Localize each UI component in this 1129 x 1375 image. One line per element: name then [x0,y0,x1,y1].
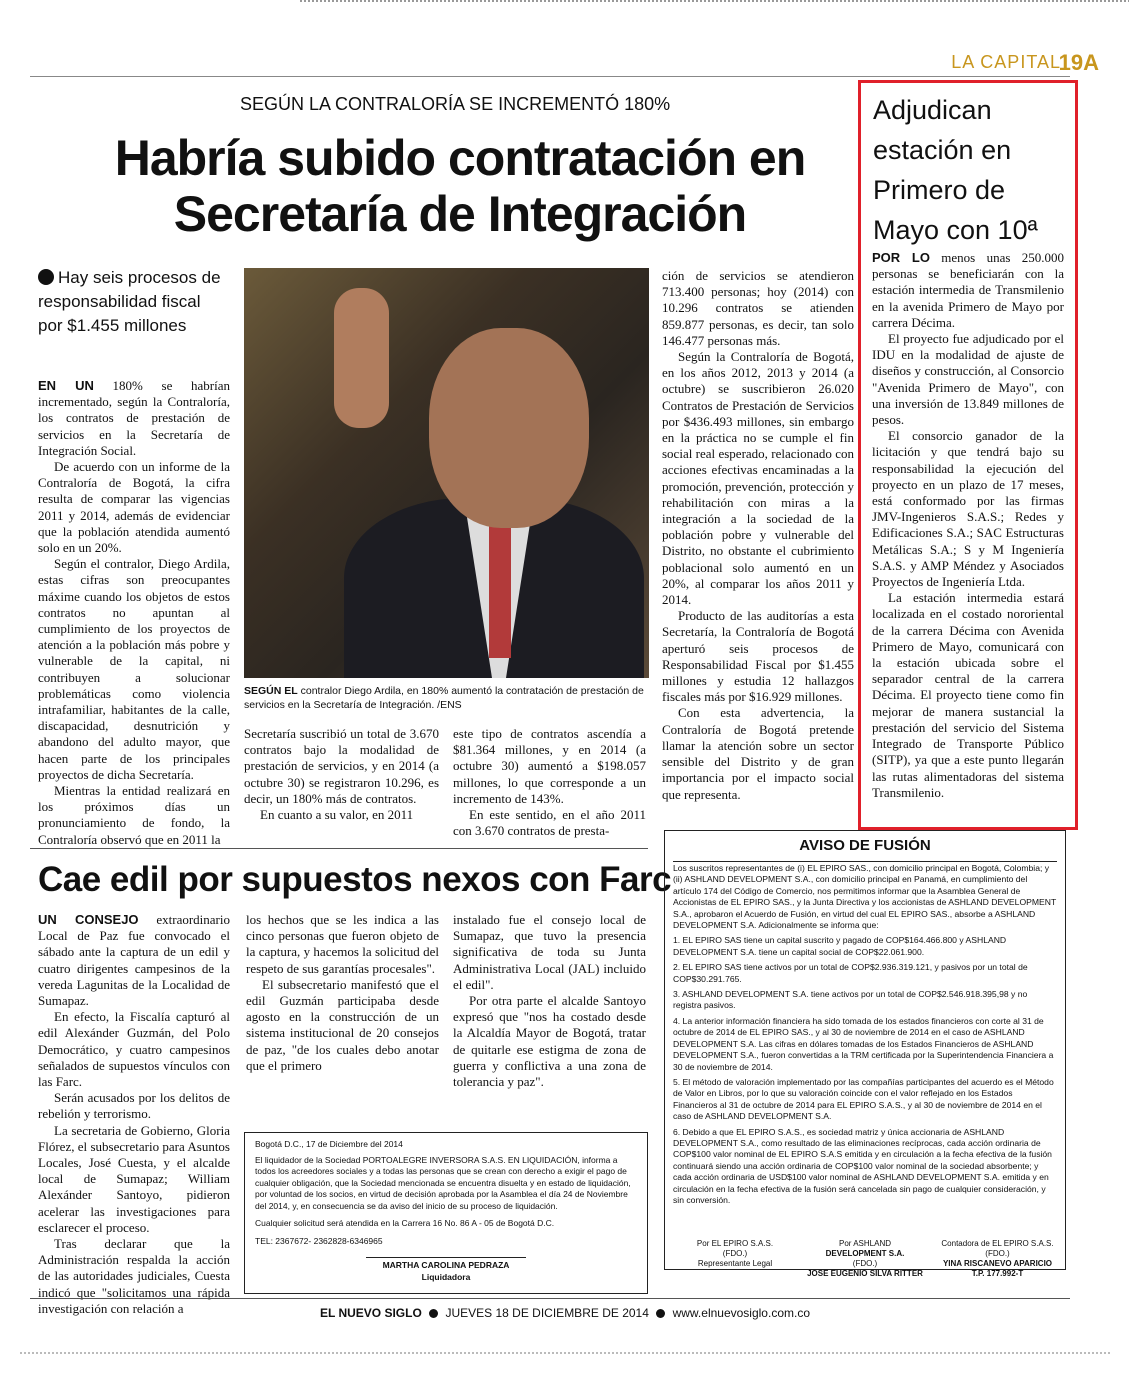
aviso-item: 4. La anterior información financiera ha sido tomada de los estados financieros con corte al 31 de octubre de 2014 de EL EPIRO SAS., y al 30 de noviembre de 2014 en el caso de ASHLAND DEVELOPMENT S.A. Las cifras en dólares tomadas de los Estados Financieros de ASHLAND DEVELOPMENT S.A., fueron convertidas a la TRM certificada por la Superintendencia Financiera a 30 de noviembre de 2014. [673,1015,1054,1072]
paragraph-text: En este sentido, en el año 2011 con 3.670 contratos de presta- [453,807,646,839]
signature-line: Por EL EPIRO S.A.S. [696,1239,774,1248]
liq-role: Liquidadora [421,1271,471,1282]
second-col-3 [453,912,646,1090]
merger-notice [664,830,1066,1278]
paragraph-text: extraordinario Local de Paz fue convocado el sábado ante la captura de un edil y cuatro dirigentes campesinos de la vereda Lagunitas de la Localidad de Sumapaz. [38,912,230,1009]
paragraph-text: El proyecto fue adjudicado por el IDU en la modalidad de ajuste de diseños y construcción, al Consorcio "Avenida Primero de Mayo", con una inversión de 13.849 millones de pesos. [872,331,1064,428]
subheadline-text: Hay seis procesos de responsabilidad fiscal por $1.455 millones [38,268,221,335]
paragraph-text: Secretaría suscribió un total de 3.670 contratos bajo la modalidad de prestación de servicios, y en 2014 (a octubre 30) se registraron 10.296, es decir, un 180% más de contratos. [244,726,439,806]
paragraph [246,912,439,977]
footer-rule [30,1298,1070,1299]
paragraph [662,349,854,608]
paragraph [38,912,230,1009]
paragraph-text: menos unas 250.000 personas se beneficiarán con la estación intermedia de Transmilenio en la avenida Primero de Mayo por carrera Décima. [872,250,1064,330]
subheadline [38,266,228,338]
aviso-intro: Los suscritos representantes de (i) EL EPIRO SAS., con domicilio principal en Bogotá, Colombia; y (ii) ASHLAND DEVELOPMENT S.A., con domicilio principal en Panamá, en cumplimiento del artículo 174 del Código de Comercio, nos permitimos informar que la Asamblea General de Accionistas de EL EPIRO SAS., y la Junta Directiva y los accionistas de ASHLAND DEVELOPMENT S.A., aprobaron el Acuerdo de Fusión, en virtud del cual EL EPIRO SAS., absorbe a ASHLAND DEVELOPMENT S.A. Adicionalmente se informa que: [673,863,1057,931]
section-rule [30,848,648,849]
kicker: SEGÚN LA CONTRALORÍA SE INCREMENTÓ 180% [240,94,671,114]
main-headline: Habría subido contratación en Secretaría de Integración [114,130,806,242]
paragraph-text: Serán acusados por los delitos de rebelión y terrorismo. [38,1090,230,1122]
paragraph-text: La estación intermedia estará localizada en el costado nororiental de la carrera Décima con Avenida Primero de Mayo, comunicará con la estación ubicada sobre el separador central de la carrera Décima. El proyecto tiene como fin mejorar de manera sustancial la prestación del servicio del Sistema Integrado de Transporte Público (SITP), ya que a este punto llegarán las rutas alimentadoras del sistema Transmilenio. [872,590,1064,800]
photo-caption [244,684,649,712]
signature-3 [935,1239,1060,1279]
second-col-2 [246,912,439,1074]
aviso-item: 3. ASHLAND DEVELOPMENT S.A. tiene activos por un total de COP$2.546.918.395,98 y no registra pasivos. [673,989,1028,1011]
paragraph-text: Mientras la entidad realizará en los próximos días un pronunciamiento de fondo, la Contraloría observó que en 2011 la [38,783,230,847]
main-col-2 [244,726,439,823]
paragraph [453,912,646,993]
paragraph [872,428,1064,590]
caption-lead: SEGÚN EL [244,685,298,697]
paragraph [453,726,646,807]
signature-line: YINA RISCANEVO APARICIO [942,1259,1053,1268]
signature-1 [675,1239,795,1269]
paragraph-text: En efecto, la Fiscalía capturó al edil Alexánder Guzmán, del Polo Democrático, y cuatro campesinos señalados de supuestos vínculos con las Farc. [38,1009,230,1090]
paragraph [38,1123,230,1236]
paragraph-text: Tras declarar que la Administración respalda la acción de las autoridades judiciales, Cuesta indicó que "solicitamos una rápida investigación con relación a [38,1236,230,1316]
signature-line: (FDO.) [722,1249,748,1258]
paragraph [872,250,1064,331]
paragraph [453,993,646,1090]
signature-line: Por ASHLAND [838,1239,892,1248]
aviso-item: 2. EL EPIRO SAS tiene activos por un total de COP$2.936.319.121, y pasivos por un total de COP$30.291.765. [673,962,1028,984]
aviso-item: 5. El método de valoración implementado por las compañías participantes del acuerdo es el Método de Valor en Libros, por lo que su valoración coincide con el valor reflejado en los Estados Financieros al 31 de octubre de 2014 para EL EPIRO S.A.S., y al 30 de noviembre de 2014 en el caso de ASHLAND DEVELOPMENT S.A. [673,1076,1054,1122]
section-name: LA CAPITAL [951,52,1061,72]
aviso-item: 6. Debido a que EL EPIRO S.A.S., es sociedad matriz y única accionaria de ASHLAND DEVELOPMENT S.A., como resultado de las eliminaciones recíprocas, cada acción ordinaria de COP$100 valor nominal de EL EPIRO S.A.S emitida y en circulación a la fecha efectiva de la fusión continuará siendo una acción ordinaria de COP$100 valor nominal de la sociedad absorbente; y cada acción ordinaria de USD$100 valor nominal de ASHLAND DEVELOPMENT S.A. emitida y en circulación en la fecha efectiva de la fusión será cancelada sin pago de cualquier consideración, y sin conversión. [673,1126,1052,1205]
paragraph-text: ción de servicios se atendieron 713.400 personas; hoy (2014) con 10.296 contratos se atienden 859.877 personas, es decir, tan solo 146.477 personas más. [662,268,854,348]
signature-line: Representante Legal [697,1259,773,1268]
paragraph [246,977,439,1074]
side-headline: Adjudican estación en Primero de Mayo con 10ª [873,95,1038,245]
paragraph-text: La secretaria de Gobierno, Gloria Flórez, el subsecretario para Asuntos Locales, José Cuesta, y el alcalde local de Sumapaz; William Alexánder Santoyo, pidieron acelerar las investigaciones para esclarecer el proceso. [38,1122,230,1235]
paragraph [38,378,230,459]
paragraph [38,1090,230,1122]
liquidation-notice [244,1132,648,1294]
signature-line: T.P. 177.992-T [971,1269,1024,1278]
liq-body: El liquidador de la Sociedad PORTOALEGRE INVERSORA S.A.S. EN LIQUIDACIÓN, informa a todos los acreedores sociales y a todas las personas que se crean con derecho a exigir el pago de cualquier obligación, que la Sociedad mencionada se encuentra disuelta y en estado de liquidación, por voluntad de los socios, en virtud de decisión aprobada por la Asamblea el día 24 de Noviembre del 2014, y, en consecuencia se da aviso del inicio de su proceso de liquidación. [255,1154,631,1211]
article-photo [244,268,649,678]
liq-tel: TEL: 2367672- 2362828-6346965 [255,1235,383,1246]
paragraph-text: Con esta advertencia, la Contraloría de Bogotá pretende llamar la atención sobre un sector sensible del Distrito y de gran importancia por el impacto social que representa. [662,705,854,802]
paragraph [38,556,230,783]
top-border [300,0,1129,12]
aviso-title: AVISO DE FUSIÓN [799,837,931,854]
signature-line: (FDO.) [985,1249,1010,1258]
paragraph [38,783,230,848]
paragraph-text: Según la Contraloría de Bogotá, en los años 2012, 2013 y 2014 (a octubre) se suscribieron 26.020 Contratos de Prestación de Servicios por $436.493 millones, sin embargo en la práctica no se cumple el fin social real esperado, relacionado con acciones efectivas encaminadas a la promoción, prevención, protección y rehabilitación con miras a la integración a la sociedad de la población pobre y vulnerable del Distrito, no obstante el cubrimiento poblacional solo aumentó en un 20%, al comparar los años 2011 y 2014. [662,349,854,608]
second-headline: Cae edil por supuestos nexos con Farc [38,860,672,899]
bottom-border [20,1352,1110,1354]
bullet-icon [38,269,54,285]
footer [320,1306,810,1320]
lead-in: POR LO [872,250,930,265]
footer-paper: EL NUEVO SIGLO [320,1306,422,1320]
main-col-4 [662,268,854,803]
main-col-3 [453,726,646,839]
page-number: 19A [1058,50,1099,75]
paragraph-text: los hechos que se les indica a las cinco personas que fueron objeto de la captura, y hacemos la solicitud del respeto de sus garantías procesales". [246,912,439,976]
caption-text: contralor Diego Ardila, en 180% aumentó la contratación de prestación de servicios en la Secretaría de Integración. /ENS [244,685,644,711]
paragraph [872,590,1064,801]
liq-date: Bogotá D.C., 17 de Diciembre del 2014 [255,1139,403,1149]
paragraph [38,459,230,556]
paragraph [244,726,439,807]
liq-address: Cualquier solicitud será atendida en la Carrera 16 No. 86 A - 05 de Bogotá D.C. [255,1218,555,1228]
paragraph [244,807,439,823]
paragraph-text: instalado fue el consejo local de Sumapaz, que tuvo la presencia significativa de toda su Junta Administrativa Local (JAL) incluido el edil". [453,912,646,992]
main-col-1 [38,378,230,848]
lead-in: EN UN [38,378,94,393]
paragraph-text: 180% se habrían incrementado, según la Contraloría, los contratos de prestación de servicios en la Secretaría de Integración Social. [38,378,231,458]
paragraph [662,705,854,802]
signature-line: DEVELOPMENT S.A. [825,1249,905,1258]
dot-icon [656,1309,665,1318]
header-rule [30,76,1070,77]
paragraph-text: En cuanto a su valor, en 2011 [260,807,414,823]
paragraph [662,268,854,349]
footer-date: JUEVES 18 DE DICIEMBRE DE 2014 [445,1306,649,1320]
paragraph-text: Producto de las auditorías a esta Secretaría, la Contraloría de Bogotá aperturó seis procesos de Responsabilidad Fiscal por $1.455 millones y estudia 12 hallazgos fiscales más por $16.929 millones. [662,608,854,705]
signature-2 [800,1239,930,1279]
liq-signer: MARTHA CAROLINA PEDRAZA [366,1257,526,1272]
paragraph-text: El subsecretario manifestó que el edil Guzmán participaba desde agosto en la construcción de un sistema institucional de 20 consejos de paz, "de los cuales debo anotar que el primero [246,976,439,1073]
paragraph [662,608,854,705]
paragraph-text: El consorcio ganador de la licitación y que tendrá bajo su responsabilidad la ejecución del proyecto en un plazo de 17 meses, está conformado por las firmas JMV-Ingenieros S.A.S.; Redes y Edificaciones S.A.; SAC Estructuras Metálicas S.A.; S y M Ingeniería S.A.S. y AMP Méndez y Asociados Proyectos de Ingeniería Ltda. [872,428,1064,590]
signature-line: (FDO.) [852,1259,878,1268]
paragraph-text: este tipo de contratos ascendía a $81.364 millones, y en 2014 (a octubre 30) aumentó a $198.057 millones, lo que corresponde a un incremento de 143%. [453,726,646,806]
side-body [872,250,1064,801]
paragraph [453,807,646,839]
paragraph [872,331,1064,428]
signature-line: JOSE EUGENIO SILVA RITTER [807,1269,923,1278]
second-col-1 [38,912,230,1317]
paragraph [38,1009,230,1090]
lead-in: UN CONSEJO [38,912,139,927]
paragraph-text: Según el contralor, Diego Ardila, estas cifras son preocupantes máxime cuando los objetos de estos contratos no apuntan al cumplimiento de los proyectos de atención a la población más pobre y vulnerable de la capital, ni contribuyen a solucionar problemáticas como violencia intrafamiliar, habitantes de la calle, discapacidad, desnutrición y abandono del adulto mayor, que hacen parte de los principales proyectos de dicha Secretaría. [38,556,230,782]
paragraph-text: De acuerdo con un informe de la Contraloría de Bogotá, la cifra resulta de comparar las vigencias 2011 y 2014, además de evidenciar que la población atendida aumentó solo en un 20%. [38,459,230,556]
footer-url[interactable]: www.elnuevosiglo.com.co [672,1306,810,1320]
aviso-body [673,863,1057,1210]
signature-line: Contadora de EL EPIRO S.A.S. [941,1239,1054,1248]
paragraph [38,1236,230,1317]
dot-icon [429,1309,438,1318]
aviso-item: 1. EL EPIRO SAS tiene un capital suscrito y pagado de COP$164.466.800 y ASHLAND DEVELOPMENT S.A. tiene un capital social de COP$22.061.900. [673,935,1007,957]
paragraph-text: Por otra parte el alcalde Santoyo expresó que "nos ha costado desde la Alcaldía Mayor de Bogotá, tratar de quitarle ese estigma de zona de guerra y conflictiva a una zona de tolerancia y paz". [453,993,646,1090]
